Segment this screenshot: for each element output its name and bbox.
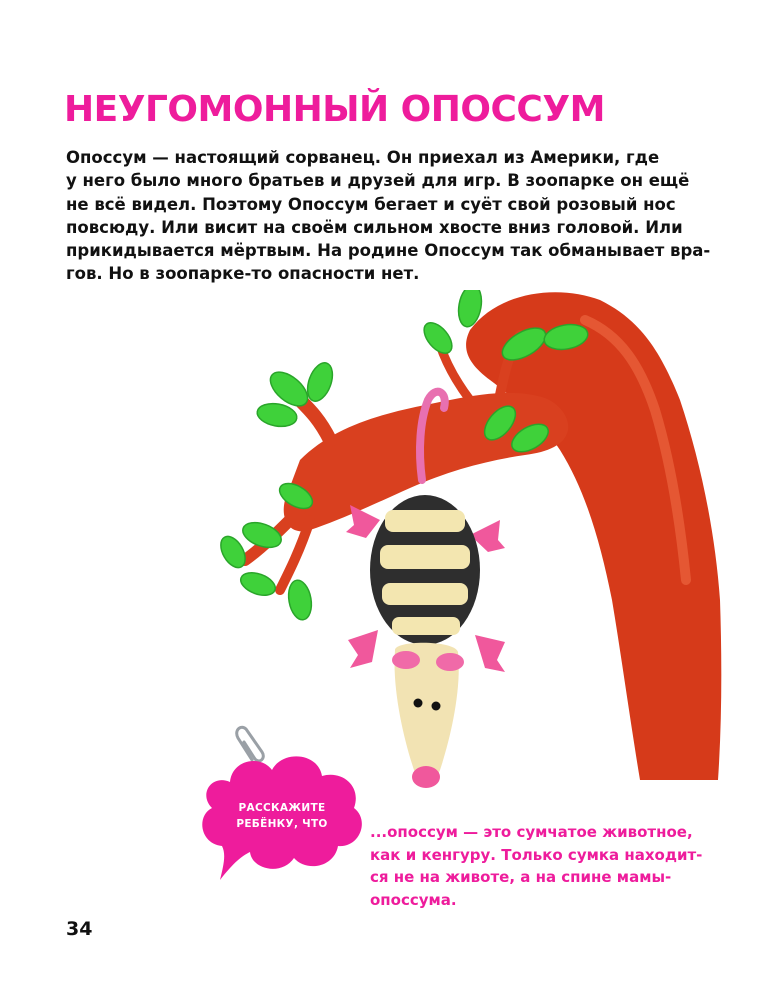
twig xyxy=(300,400,330,440)
fact-text xyxy=(370,821,730,911)
opossum-ear xyxy=(392,651,420,669)
opossum-front-paw xyxy=(348,630,378,668)
intro-line: повсюду. Или висит на своём сильном хвосте вниз головой. Или xyxy=(66,217,683,237)
fact-line: опоссума. xyxy=(370,890,457,909)
opossum-eye xyxy=(414,699,423,708)
fact-line: ся не на животе, а на спине мамы- xyxy=(370,868,672,886)
fact-line: как и кенгуру. Только сумка находит- xyxy=(370,845,703,864)
opossum-eye xyxy=(432,702,441,711)
leaf xyxy=(239,518,284,552)
opossum-illustration xyxy=(0,290,774,910)
intro-line: гов. Но в зоопарке-то опасности нет. xyxy=(66,264,420,284)
opossum-rear-paw xyxy=(346,505,380,538)
tip-label-line: РЕБЁНКУ, ЧТО xyxy=(236,818,328,830)
opossum-ear xyxy=(436,653,464,671)
opossum-front-paw xyxy=(475,635,505,672)
page-title: НЕУГОМОННЫЙ ОПОССУМ xyxy=(64,89,605,130)
page-number: 34 xyxy=(66,918,93,940)
leaf xyxy=(286,578,315,621)
tip-label xyxy=(222,800,342,832)
intro-line: Опоссум — настоящий сорванец. Он приехал из Америки, где xyxy=(66,148,660,167)
fact-line: ...опоссум — это сумчатое животное, xyxy=(370,823,693,841)
tip-label-line: РАССКАЖИТЕ xyxy=(238,802,326,814)
intro-line: прикидывается мёртвым. На родине Опоссум так обманывает вра- xyxy=(66,241,711,261)
intro-line: у него было много братьев и друзей для игр. В зоопарке он ещё xyxy=(66,171,690,191)
intro-line: не всё видел. Поэтому Опоссум бегает и суёт свой розовый нос xyxy=(66,194,676,214)
opossum-nose xyxy=(412,766,440,788)
leaf xyxy=(238,568,279,599)
intro-paragraph xyxy=(66,146,726,286)
